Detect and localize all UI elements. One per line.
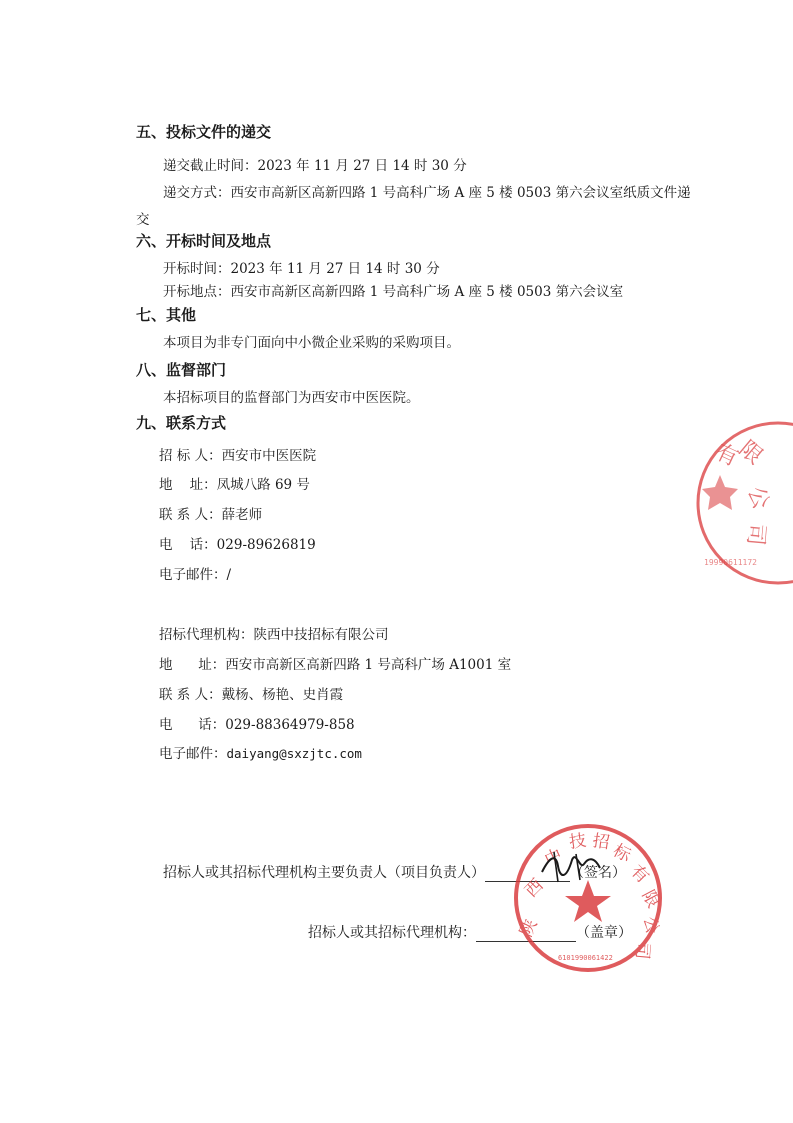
tenderer-name-label: 招 标 人： (159, 448, 222, 464)
opening-time: 开标时间：2023 年 11 月 27 日 14 时 30 分 (163, 261, 440, 277)
svg-text:限: 限 (637, 886, 664, 912)
svg-text:陕: 陕 (516, 916, 542, 941)
agency-email: daiyang@sxzjtc.com (226, 746, 362, 761)
handwritten-signature-icon (536, 846, 606, 886)
tenderer-name-row (159, 444, 316, 464)
svg-text:有: 有 (711, 439, 742, 472)
svg-text:6101990061422: 6101990061422 (558, 954, 613, 962)
section-8-text: 本招标项目的监督部门为西安市中医医院。 (163, 390, 420, 406)
tenderer-email-row (159, 563, 231, 583)
agency-phone: 029-88364979-858 (225, 717, 355, 733)
tenderer-contact-label: 联 系 人： (159, 507, 222, 523)
tenderer-contact-row (159, 503, 262, 523)
svg-text:标: 标 (609, 840, 635, 867)
tenderer-email: / (226, 567, 232, 583)
submission-method-cont: 交 (136, 212, 150, 228)
submission-method: 递交方式：西安市高新区高新四路 1 号高科广场 A 座 5 楼 0503 第六会议室纸质文件递 (163, 185, 691, 201)
section-7-text: 本项目为非专门面向中小微企业采购的采购项目。 (163, 335, 460, 351)
agency-address-label: 地 址： (159, 657, 226, 673)
tenderer-name: 西安市中医医院 (221, 448, 317, 464)
agency-contact-label: 联 系 人： (159, 687, 222, 703)
svg-text:有: 有 (626, 861, 653, 888)
responsible-person-label: 招标人或其招标代理机构主要负责人（项目负责人） (163, 865, 485, 881)
svg-text:公: 公 (639, 914, 663, 936)
tenderer-phone-label: 电 话： (159, 537, 217, 553)
agency-email-row (159, 742, 362, 762)
side-seal-icon (690, 415, 793, 590)
section-8-heading: 八、监督部门 (136, 361, 227, 379)
svg-text:司: 司 (742, 522, 769, 547)
agency-address-row (159, 653, 511, 673)
opening-place: 开标地点：西安市高新区高新四路 1 号高科广场 A 座 5 楼 0503 第六会议室 (163, 284, 624, 300)
section-9-heading: 九、联系方式 (136, 414, 227, 432)
svg-text:技: 技 (567, 830, 588, 853)
svg-text:限: 限 (734, 436, 768, 470)
agency-email-label: 电子邮件： (159, 746, 227, 762)
agency-name-row (159, 623, 389, 643)
agency-contact: 戴杨、杨艳、史肖霞 (221, 687, 344, 703)
svg-text:西: 西 (521, 875, 548, 902)
svg-text:招: 招 (591, 831, 611, 854)
section-6-heading: 六、开标时间及地点 (136, 232, 272, 250)
tenderer-address-row (159, 473, 310, 493)
company-seal-icon (508, 818, 668, 978)
tenderer-phone: 029-89626819 (216, 537, 316, 553)
agency-address: 西安市高新区高新四路 1 号高科广场 A1001 室 (225, 657, 512, 673)
agency-contact-row (159, 683, 343, 703)
svg-text:司: 司 (631, 941, 653, 961)
section-7-heading: 七、其他 (136, 306, 197, 324)
tenderer-address-label: 地 址： (159, 477, 217, 493)
section-5-heading: 五、投标文件的递交 (136, 123, 272, 141)
tenderer-email-label: 电子邮件： (159, 567, 227, 583)
tenderer-contact: 薛老师 (221, 507, 263, 523)
agency-name-label: 招标代理机构： (159, 627, 254, 643)
svg-text:公: 公 (742, 483, 774, 513)
svg-text:19990611172: 19990611172 (704, 558, 757, 567)
tenderer-phone-row (159, 533, 316, 553)
agency-seal-label: 招标人或其招标代理机构： (308, 925, 476, 941)
agency-phone-row (159, 713, 355, 733)
submission-deadline: 递交截止时间：2023 年 11 月 27 日 14 时 30 分 (163, 158, 467, 174)
svg-text:中: 中 (541, 845, 566, 871)
tenderer-address: 凤城八路 69 号 (216, 477, 310, 493)
agency-name: 陕西中技招标有限公司 (253, 627, 389, 643)
agency-phone-label: 电 话： (159, 717, 226, 733)
sign-suffix: （签名） (570, 865, 626, 881)
seal-suffix: （盖章） (576, 925, 632, 941)
